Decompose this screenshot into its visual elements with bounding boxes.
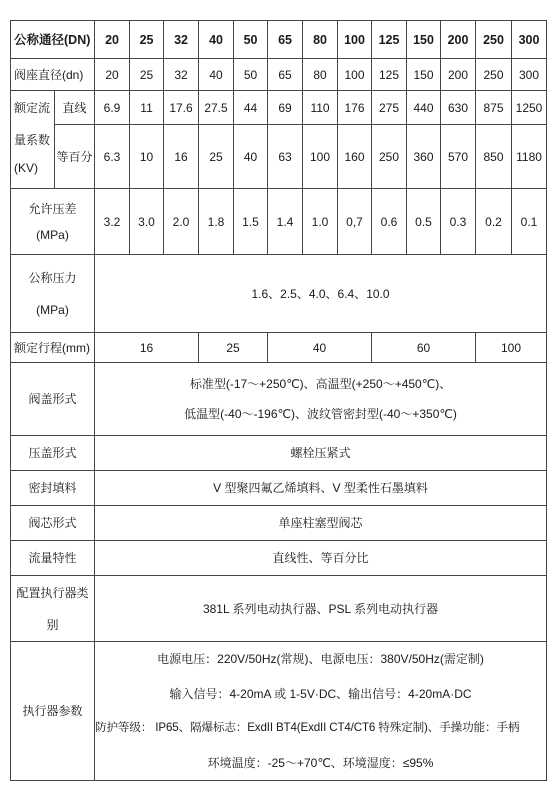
kv-linear-cell: 1250 xyxy=(512,91,547,125)
travel-cell: 100 xyxy=(476,333,547,363)
actuator-params-line3: 防护等级： IP65、隔爆标志：ExdII BT4(ExdII CT4/CT6 特殊定制)、手操功能：手柄 xyxy=(95,721,520,734)
row-gland xyxy=(11,436,547,471)
travel-cell: 16 xyxy=(95,333,199,363)
actuator-params-line2: 输入信号：4-20mA 或 1-5V·DC、输出信号：4-20mA·DC xyxy=(169,686,472,701)
kv-pct-cell: 570 xyxy=(441,125,476,189)
row-flow-characteristic xyxy=(11,541,547,576)
actuator-type-value: 381L 系列电动执行器、PSL 系列电动执行器 xyxy=(95,576,547,642)
nominal-pressure-label-line1: 公称压力 xyxy=(28,270,77,285)
dn-cell: 25 xyxy=(130,21,164,59)
dn-cell: 65 xyxy=(268,21,303,59)
trim-value: 单座柱塞型阀芯 xyxy=(95,506,547,541)
bonnet-line1: 标准型(-17～+250℃)、高温型(+250～+450℃)、 xyxy=(189,377,452,391)
gland-label: 压盖形式 xyxy=(11,436,95,471)
dn-cell: 80 xyxy=(303,21,338,59)
nominal-pressure-label-line2: (MPa) xyxy=(36,302,69,317)
actuator-params-line1: 电源电压：220V/50Hz(常规)、电源电压：380V/50Hz(需定制) xyxy=(157,652,484,666)
dp-cell: 0.6 xyxy=(372,189,407,255)
dn-cell: 100 xyxy=(338,21,372,59)
kv-linear-cell: 17.6 xyxy=(164,91,199,125)
row-bonnet xyxy=(11,363,547,436)
row-allowable-dp xyxy=(11,189,547,255)
kv-pct-cell: 100 xyxy=(303,125,338,189)
travel-cell: 25 xyxy=(199,333,268,363)
nominal-pressure-label xyxy=(11,255,95,333)
kv-label-top: 额定流 xyxy=(11,91,55,125)
seat-cell: 80 xyxy=(303,59,338,91)
row-nominal-pressure xyxy=(11,255,547,333)
row-kv-equal-percentage xyxy=(11,125,547,189)
seat-cell: 200 xyxy=(441,59,476,91)
seat-cell: 25 xyxy=(130,59,164,91)
dn-cell: 125 xyxy=(372,21,407,59)
seat-cell: 250 xyxy=(476,59,512,91)
dp-cell: 0.2 xyxy=(476,189,512,255)
kv-linear-cell: 44 xyxy=(234,91,268,125)
kv-pct-cell: 25 xyxy=(199,125,234,189)
kv-linear-cell: 875 xyxy=(476,91,512,125)
kv-pct-cell: 40 xyxy=(234,125,268,189)
row-actuator-params xyxy=(11,642,547,781)
actuator-type-label-line2: 别 xyxy=(46,617,59,632)
bonnet-label: 阀盖形式 xyxy=(11,363,95,436)
seat-cell: 65 xyxy=(268,59,303,91)
dp-cell: 0,7 xyxy=(338,189,372,255)
dp-cell: 1.5 xyxy=(234,189,268,255)
dn-cell: 50 xyxy=(234,21,268,59)
flow-char-value: 直线性、等百分比 xyxy=(95,541,547,576)
dn-cell: 300 xyxy=(512,21,547,59)
kv-linear-cell: 69 xyxy=(268,91,303,125)
actuator-type-label xyxy=(11,576,95,642)
kv-linear-cell: 27.5 xyxy=(199,91,234,125)
kv-pct-cell: 10 xyxy=(130,125,164,189)
dp-cell: 2.0 xyxy=(164,189,199,255)
valve-spec-table xyxy=(10,20,547,781)
packing-value: V 型聚四氟乙烯填料、V 型柔性石墨填料 xyxy=(95,471,547,506)
actuator-params-value xyxy=(95,642,547,781)
kv-label-bottom xyxy=(11,125,55,189)
kv-pct-cell: 360 xyxy=(407,125,441,189)
dp-cell: 3.2 xyxy=(95,189,130,255)
flow-char-label: 流量特性 xyxy=(11,541,95,576)
kv-pct-cell: 1180 xyxy=(512,125,547,189)
dn-cell: 200 xyxy=(441,21,476,59)
kv-linear-cell: 176 xyxy=(338,91,372,125)
kv-linear-cell: 11 xyxy=(130,91,164,125)
row-actuator-type xyxy=(11,576,547,642)
bonnet-line2: 低温型(-40～-196℃)、波纹管密封型(-40～+350℃) xyxy=(184,407,457,421)
seat-cell: 50 xyxy=(234,59,268,91)
bonnet-value xyxy=(95,363,547,436)
kv-pct-label: 等百分 xyxy=(55,125,95,189)
dp-cell: 0.3 xyxy=(441,189,476,255)
seat-cell: 100 xyxy=(338,59,372,91)
seat-cell: 20 xyxy=(95,59,130,91)
rated-travel-label: 额定行程(mm) xyxy=(11,333,95,363)
dp-cell: 0.5 xyxy=(407,189,441,255)
row-seat-diameter xyxy=(11,59,547,91)
nominal-pressure-value: 1.6、2.5、4.0、6.4、10.0 xyxy=(95,255,547,333)
actuator-type-label-line1: 配置执行器类 xyxy=(16,585,89,600)
seat-diameter-label: 阀座直径(dn) xyxy=(11,59,95,91)
seat-cell: 40 xyxy=(199,59,234,91)
kv-pct-cell: 850 xyxy=(476,125,512,189)
kv-pct-cell: 6.3 xyxy=(95,125,130,189)
kv-pct-cell: 160 xyxy=(338,125,372,189)
seat-cell: 125 xyxy=(372,59,407,91)
row-nominal-diameter xyxy=(11,21,547,59)
seat-cell: 32 xyxy=(164,59,199,91)
dn-cell: 32 xyxy=(164,21,199,59)
kv-linear-cell: 630 xyxy=(441,91,476,125)
allowable-dp-label-line2: (MPa) xyxy=(36,227,69,242)
kv-linear-cell: 275 xyxy=(372,91,407,125)
travel-cell: 40 xyxy=(268,333,372,363)
nominal-diameter-label: 公称通径(DN) xyxy=(11,21,95,59)
dp-cell: 3.0 xyxy=(130,189,164,255)
dp-cell: 1.0 xyxy=(303,189,338,255)
kv-pct-cell: 16 xyxy=(164,125,199,189)
actuator-params-label: 执行器参数 xyxy=(11,642,95,781)
dn-cell: 40 xyxy=(199,21,234,59)
kv-linear-cell: 110 xyxy=(303,91,338,125)
row-kv-linear xyxy=(11,91,547,125)
seat-cell: 150 xyxy=(407,59,441,91)
gland-value: 螺栓压紧式 xyxy=(95,436,547,471)
actuator-params-line4: 环境温度：-25～+70℃、环境湿度：≤95% xyxy=(207,755,434,770)
packing-label: 密封填料 xyxy=(11,471,95,506)
kv-linear-label: 直线 xyxy=(55,91,95,125)
dp-cell: 0.1 xyxy=(512,189,547,255)
dn-cell: 20 xyxy=(95,21,130,59)
row-trim xyxy=(11,506,547,541)
kv-pct-cell: 250 xyxy=(372,125,407,189)
dp-cell: 1.8 xyxy=(199,189,234,255)
kv-label-line2: 量系数 xyxy=(14,132,51,147)
travel-cell: 60 xyxy=(372,333,476,363)
dp-cell: 1.4 xyxy=(268,189,303,255)
seat-cell: 300 xyxy=(512,59,547,91)
row-packing xyxy=(11,471,547,506)
trim-label: 阀芯形式 xyxy=(11,506,95,541)
allowable-dp-label xyxy=(11,189,95,255)
dn-cell: 150 xyxy=(407,21,441,59)
kv-linear-cell: 6.9 xyxy=(95,91,130,125)
allowable-dp-label-line1: 允许压差 xyxy=(28,201,77,216)
kv-pct-cell: 63 xyxy=(268,125,303,189)
dn-cell: 250 xyxy=(476,21,512,59)
kv-linear-cell: 440 xyxy=(407,91,441,125)
kv-label-line3: (KV) xyxy=(14,160,38,175)
row-rated-travel xyxy=(11,333,547,363)
